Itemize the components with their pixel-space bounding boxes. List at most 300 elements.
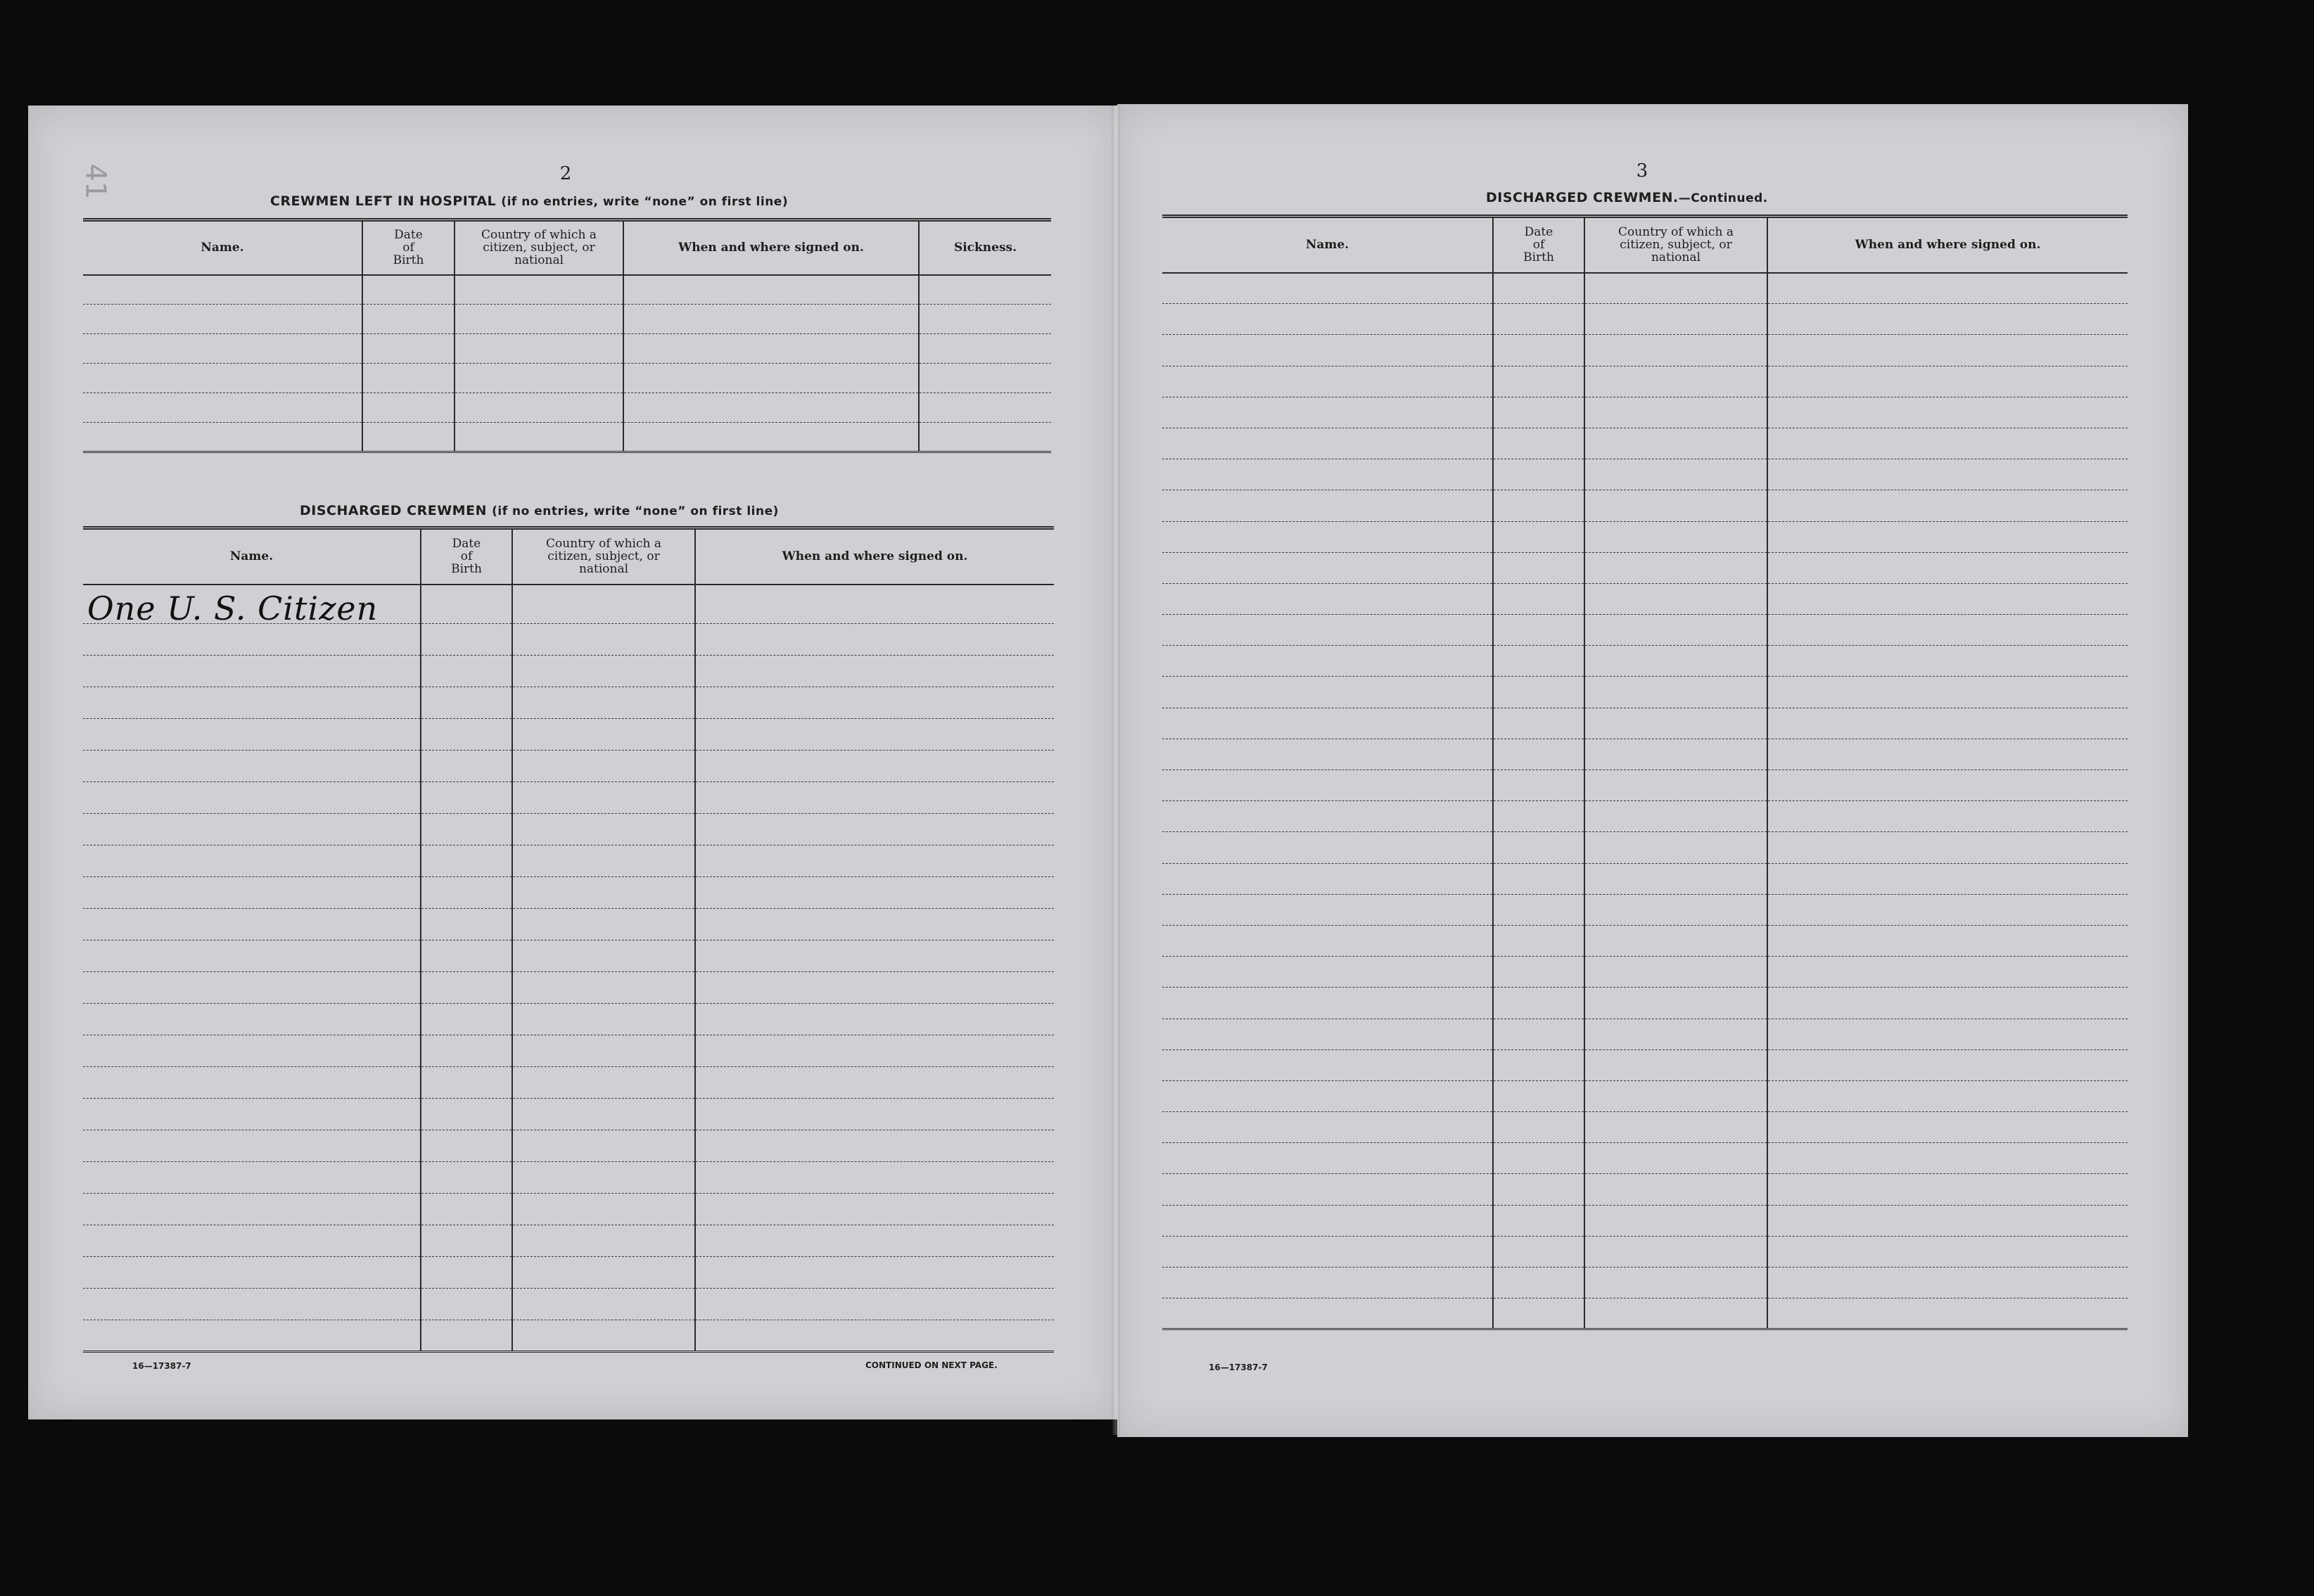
table-cell	[695, 908, 1054, 940]
table-cell	[421, 585, 512, 624]
table-row	[83, 423, 1051, 452]
table-cell	[1767, 646, 2128, 677]
table-cell	[695, 1003, 1054, 1035]
table-cell	[1162, 957, 1493, 988]
table-cell	[1767, 863, 2128, 894]
table-cell	[1493, 1112, 1584, 1143]
table-cell	[1493, 583, 1584, 614]
table-row	[1162, 708, 2128, 739]
table-cell	[421, 1256, 512, 1288]
table-row	[83, 585, 1054, 624]
table-cell	[695, 1098, 1054, 1130]
table-cell	[695, 781, 1054, 813]
table-cell	[623, 393, 919, 423]
table-cell	[1162, 646, 1493, 677]
table-cell	[512, 750, 695, 781]
table-cell	[421, 1066, 512, 1098]
table-row	[83, 876, 1054, 908]
table-cell	[362, 334, 454, 364]
table-cell	[1584, 1143, 1767, 1174]
table-cell	[695, 585, 1054, 624]
table-cell	[512, 1193, 695, 1225]
table-cell	[1493, 646, 1584, 677]
table-cell	[1493, 428, 1584, 459]
table-cell	[83, 623, 421, 655]
table-cell	[1493, 801, 1584, 832]
table-cell	[1584, 863, 1767, 894]
table-cell	[1162, 863, 1493, 894]
table-cell	[362, 275, 454, 305]
table-row	[1162, 739, 2128, 770]
table-cell	[1767, 832, 2128, 863]
table-cell	[83, 845, 421, 876]
table-row	[1162, 770, 2128, 801]
table-cell	[1767, 1174, 2128, 1205]
page-fold	[1112, 106, 1120, 1435]
table-cell	[1767, 1019, 2128, 1049]
table-row	[1162, 1080, 2128, 1111]
col-country-line2: citizen, subject, or	[483, 241, 595, 255]
col-country	[1584, 217, 1767, 273]
table-cell	[623, 305, 919, 334]
table-row	[1162, 583, 2128, 614]
table-cell	[1162, 988, 1493, 1019]
table-cell	[1767, 335, 2128, 366]
table-cell	[1493, 1019, 1584, 1049]
table-row	[1162, 335, 2128, 366]
table-cell	[1162, 925, 1493, 956]
table-row	[1162, 1174, 2128, 1205]
table-cell	[1584, 925, 1767, 956]
table-cell	[1767, 770, 2128, 801]
table-row	[83, 750, 1054, 781]
table-row	[83, 813, 1054, 845]
table-cell	[1584, 739, 1767, 770]
table-cell	[1162, 490, 1493, 521]
table-cell	[919, 275, 1051, 305]
table-cell	[1584, 894, 1767, 925]
table-row	[83, 1035, 1054, 1066]
table-cell	[1162, 428, 1493, 459]
table-cell	[1162, 304, 1493, 335]
table-cell	[623, 275, 919, 305]
table-cell	[1584, 832, 1767, 863]
table-cell	[919, 393, 1051, 423]
table-cell	[1584, 801, 1767, 832]
table-cell	[1162, 366, 1493, 397]
table-cell	[1584, 1174, 1767, 1205]
table-cell	[695, 687, 1054, 718]
col-country-line3: national	[1651, 250, 1701, 265]
table-cell	[421, 1161, 512, 1193]
table-row	[1162, 677, 2128, 708]
table-cell	[362, 305, 454, 334]
hospital-section-title	[270, 193, 788, 209]
table-cell	[1767, 1236, 2128, 1267]
table-cell	[1767, 1080, 2128, 1111]
col-dob	[362, 220, 454, 275]
table-cell	[512, 1288, 695, 1320]
table-cell	[1767, 490, 2128, 521]
table-cell	[1584, 459, 1767, 490]
col-dob	[421, 528, 512, 585]
right-title-text: DISCHARGED CREWMEN.	[1486, 190, 1679, 205]
table-cell	[512, 845, 695, 876]
table-cell	[421, 1035, 512, 1066]
col-country	[454, 220, 623, 275]
table-cell	[1584, 552, 1767, 583]
col-dob	[1493, 217, 1584, 273]
right-rows	[1162, 273, 2128, 1329]
table-row	[1162, 615, 2128, 646]
table-cell	[1162, 552, 1493, 583]
table-cell	[454, 423, 623, 452]
handwritten-entry: One U. S. Citizen	[87, 589, 379, 627]
table-cell	[1767, 801, 2128, 832]
table-cell	[421, 1320, 512, 1351]
table-cell	[1584, 490, 1767, 521]
table-row	[1162, 459, 2128, 490]
table-cell	[1162, 770, 1493, 801]
table-cell	[695, 1130, 1054, 1161]
table-cell	[1162, 1080, 1493, 1111]
col-name: Name.	[1162, 217, 1493, 273]
table-cell	[695, 971, 1054, 1003]
col-country-line1: Country of which a	[481, 228, 597, 243]
table-cell	[421, 1003, 512, 1035]
table-cell	[1584, 615, 1767, 646]
table-cell	[1493, 615, 1584, 646]
col-name: Name.	[83, 220, 362, 275]
table-row	[83, 1288, 1054, 1320]
col-country-line3: national	[514, 253, 564, 268]
table-cell	[83, 585, 421, 627]
table-cell	[1493, 1236, 1584, 1267]
table-row	[1162, 1143, 2128, 1174]
discharged-table	[83, 526, 1054, 1353]
table-row	[1162, 1236, 2128, 1267]
table-cell	[1162, 894, 1493, 925]
table-row	[83, 940, 1054, 971]
table-cell	[454, 393, 623, 423]
table-cell	[512, 876, 695, 908]
table-cell	[623, 364, 919, 393]
table-cell	[1767, 459, 2128, 490]
table-row	[83, 718, 1054, 750]
col-dob-line2: of	[460, 549, 473, 564]
table-cell	[1584, 957, 1767, 988]
table-cell	[1493, 770, 1584, 801]
col-dob-line3: Birth	[451, 562, 482, 577]
table-cell	[512, 781, 695, 813]
table-cell	[512, 585, 695, 624]
table-cell	[1493, 832, 1584, 863]
table-cell	[1767, 739, 2128, 770]
table-cell	[83, 364, 362, 393]
table-cell	[83, 1066, 421, 1098]
table-row	[1162, 304, 2128, 335]
col-country-line1: Country of which a	[1618, 225, 1734, 240]
table-cell	[695, 623, 1054, 655]
hospital-rows	[83, 275, 1051, 452]
table-cell	[1162, 459, 1493, 490]
table-cell	[1584, 708, 1767, 739]
table-cell	[421, 813, 512, 845]
table-cell	[83, 1225, 421, 1256]
table-row	[1162, 832, 2128, 863]
page-number-left: 2	[559, 163, 572, 184]
col-dob-line2: of	[1532, 238, 1545, 253]
table-cell	[512, 1003, 695, 1035]
table-cell	[83, 687, 421, 718]
table-row	[83, 1003, 1054, 1035]
footer-form-number-right: 16—17387-7	[1209, 1362, 1268, 1372]
table-row	[1162, 273, 2128, 304]
table-cell	[1767, 583, 2128, 614]
table-cell	[512, 813, 695, 845]
table-cell	[1493, 490, 1584, 521]
table-row	[1162, 521, 2128, 552]
table-cell	[623, 423, 919, 452]
table-row	[1162, 925, 2128, 956]
table-cell	[695, 655, 1054, 687]
table-row	[83, 334, 1051, 364]
table-cell	[1162, 1174, 1493, 1205]
table-cell	[1767, 677, 2128, 708]
table-cell	[83, 718, 421, 750]
table-row	[83, 1066, 1054, 1098]
table-cell	[919, 334, 1051, 364]
table-row	[1162, 366, 2128, 397]
table-cell	[421, 908, 512, 940]
table-row	[83, 1193, 1054, 1225]
col-dob-line1: Date	[1524, 225, 1553, 240]
table-cell	[1767, 428, 2128, 459]
table-cell	[421, 1098, 512, 1130]
table-cell	[421, 655, 512, 687]
table-cell	[695, 1288, 1054, 1320]
table-cell	[83, 876, 421, 908]
table-cell	[1162, 1019, 1493, 1049]
table-cell	[1493, 1268, 1584, 1298]
table-cell	[1493, 957, 1584, 988]
table-cell	[1584, 428, 1767, 459]
col-dob-line3: Birth	[1523, 250, 1554, 265]
table-row	[83, 687, 1054, 718]
table-cell	[1493, 925, 1584, 956]
table-cell	[695, 876, 1054, 908]
table-cell	[1162, 335, 1493, 366]
table-row	[1162, 1049, 2128, 1080]
table-cell	[1493, 304, 1584, 335]
table-cell	[421, 623, 512, 655]
table-cell	[421, 1193, 512, 1225]
table-cell	[421, 750, 512, 781]
table-cell	[695, 940, 1054, 971]
hospital-table	[83, 218, 1051, 453]
table-cell	[83, 750, 421, 781]
table-cell	[512, 971, 695, 1003]
table-row	[1162, 428, 2128, 459]
table-row	[83, 655, 1054, 687]
table-cell	[1162, 273, 1493, 304]
table-cell	[1162, 677, 1493, 708]
table-cell	[1162, 583, 1493, 614]
table-cell	[1584, 677, 1767, 708]
table-row	[1162, 957, 2128, 988]
table-cell	[1584, 583, 1767, 614]
table-cell	[362, 364, 454, 393]
col-dob-line1: Date	[452, 537, 481, 551]
table-row	[83, 305, 1051, 334]
table-cell	[1162, 1049, 1493, 1080]
table-cell	[695, 1256, 1054, 1288]
table-row	[1162, 490, 2128, 521]
table-cell	[512, 940, 695, 971]
table-cell	[1162, 1268, 1493, 1298]
col-name: Name.	[83, 528, 421, 585]
table-cell	[512, 718, 695, 750]
table-row	[83, 1225, 1054, 1256]
table-cell	[1584, 521, 1767, 552]
table-cell	[83, 305, 362, 334]
right-title-suffix: —Continued.	[1678, 191, 1768, 205]
col-country-line1: Country of which a	[546, 537, 661, 551]
margin-number: 41	[79, 163, 112, 200]
right-table	[1162, 215, 2128, 1330]
col-signed-on: When and where signed on.	[1767, 217, 2128, 273]
table-cell	[1767, 366, 2128, 397]
table-cell	[454, 305, 623, 334]
table-cell	[83, 393, 362, 423]
table-cell	[454, 334, 623, 364]
table-cell	[1584, 1049, 1767, 1080]
table-cell	[83, 1003, 421, 1035]
table-cell	[83, 1320, 421, 1351]
table-cell	[1584, 1112, 1767, 1143]
table-cell	[1767, 1112, 2128, 1143]
table-cell	[1584, 1268, 1767, 1298]
table-cell	[512, 1320, 695, 1351]
discharged-title-text: DISCHARGED CREWMEN	[300, 503, 487, 518]
table-cell	[1767, 1268, 2128, 1298]
table-cell	[421, 781, 512, 813]
table-cell	[695, 1225, 1054, 1256]
table-cell	[1767, 988, 2128, 1019]
table-row	[1162, 397, 2128, 428]
table-cell	[512, 1098, 695, 1130]
table-row	[83, 364, 1051, 393]
table-cell	[512, 1225, 695, 1256]
table-row	[1162, 1298, 2128, 1329]
col-country-line2: citizen, subject, or	[547, 549, 660, 564]
table-row	[1162, 1112, 2128, 1143]
table-cell	[421, 1130, 512, 1161]
table-cell	[1493, 677, 1584, 708]
table-cell	[1767, 1143, 2128, 1174]
table-row	[83, 781, 1054, 813]
table-row	[1162, 988, 2128, 1019]
table-cell	[512, 655, 695, 687]
table-cell	[695, 1035, 1054, 1066]
table-cell	[421, 1288, 512, 1320]
table-cell	[1584, 1205, 1767, 1236]
table-cell	[1493, 459, 1584, 490]
col-signed-on: When and where signed on.	[695, 528, 1054, 585]
col-dob-line2: of	[402, 241, 414, 255]
table-row	[1162, 1268, 2128, 1298]
table-cell	[1493, 366, 1584, 397]
table-cell	[512, 1161, 695, 1193]
table-cell	[695, 750, 1054, 781]
table-cell	[421, 940, 512, 971]
table-row	[83, 1256, 1054, 1288]
table-cell	[919, 423, 1051, 452]
table-cell	[1162, 739, 1493, 770]
table-cell	[1162, 1143, 1493, 1174]
table-cell	[1584, 273, 1767, 304]
table-cell	[421, 971, 512, 1003]
table-row	[83, 971, 1054, 1003]
table-cell	[83, 971, 421, 1003]
col-country	[512, 528, 695, 585]
table-cell	[421, 845, 512, 876]
table-cell	[83, 655, 421, 687]
table-cell	[83, 1035, 421, 1066]
table-cell	[1493, 335, 1584, 366]
table-row	[83, 1161, 1054, 1193]
table-cell	[1162, 521, 1493, 552]
table-cell	[83, 334, 362, 364]
table-cell	[623, 334, 919, 364]
table-cell	[1493, 739, 1584, 770]
table-cell	[83, 1256, 421, 1288]
table-cell	[695, 813, 1054, 845]
table-cell	[1493, 1205, 1584, 1236]
table-cell	[83, 275, 362, 305]
table-row	[83, 623, 1054, 655]
table-cell	[83, 908, 421, 940]
footer-form-number-left: 16—17387-7	[132, 1361, 191, 1371]
table-cell	[362, 423, 454, 452]
table-cell	[1162, 801, 1493, 832]
table-cell	[1493, 708, 1584, 739]
table-cell	[1584, 366, 1767, 397]
discharged-rows	[83, 585, 1054, 1352]
table-cell	[695, 1066, 1054, 1098]
table-cell	[1767, 1049, 2128, 1080]
table-cell	[421, 876, 512, 908]
table-cell	[454, 275, 623, 305]
discharged-section-title	[300, 503, 779, 518]
table-cell	[83, 1098, 421, 1130]
table-cell	[919, 364, 1051, 393]
table-row	[1162, 552, 2128, 583]
table-cell	[512, 1256, 695, 1288]
table-cell	[1767, 273, 2128, 304]
table-cell	[695, 718, 1054, 750]
table-row	[1162, 894, 2128, 925]
table-row	[83, 275, 1051, 305]
page-number-right: 3	[1636, 160, 1648, 181]
table-cell	[1584, 1236, 1767, 1267]
table-cell	[83, 1161, 421, 1193]
table-cell	[1493, 1080, 1584, 1111]
col-country-line3: national	[578, 562, 629, 577]
table-cell	[1584, 1019, 1767, 1049]
table-cell	[695, 1193, 1054, 1225]
table-cell	[1767, 957, 2128, 988]
